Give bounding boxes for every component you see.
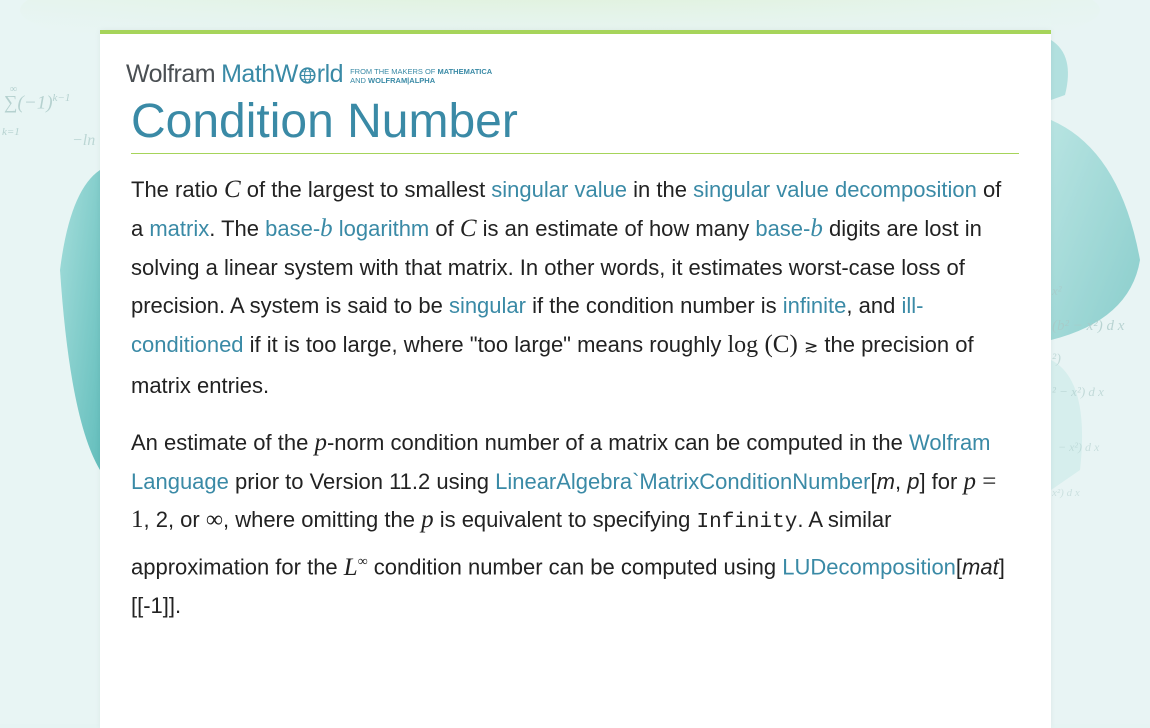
link-base[interactable]: base-b xyxy=(265,214,333,242)
bg-sum-bottom: k=1 xyxy=(2,126,20,138)
page-title: Condition Number xyxy=(131,95,518,148)
link-base-2[interactable]: base-b xyxy=(755,214,823,242)
math-p: p xyxy=(421,506,434,534)
article-body xyxy=(131,171,1019,644)
bg-ln: −ln xyxy=(72,132,96,149)
math-p: p xyxy=(314,428,327,456)
math-C: C xyxy=(223,176,241,203)
link-matrix[interactable]: matrix xyxy=(149,215,210,241)
link-infinite[interactable]: infinite xyxy=(782,293,847,319)
logo-tagline: FROM THE MAKERS OF MATHEMATICA AND WOLFRAM|ALPHA xyxy=(350,67,493,85)
math-C: C xyxy=(459,214,477,242)
link-singular[interactable]: singular xyxy=(448,293,526,319)
logo-mathworld-text: MathW rld xyxy=(221,60,344,88)
article-card xyxy=(100,30,1051,728)
title-divider xyxy=(131,153,1019,154)
link-ill-conditioned[interactable]: ill-conditioned xyxy=(131,293,924,358)
mathworld-logo[interactable] xyxy=(126,60,492,88)
bg-dx-4: − x²) d x xyxy=(1058,440,1100,454)
link-lu-decomposition[interactable]: LUDecomposition xyxy=(782,554,956,580)
bg-x2: x² xyxy=(1052,283,1062,298)
math-infinity: ∞ xyxy=(205,507,223,534)
bg-dx-3: ² − x²) d x xyxy=(1052,384,1104,399)
bg-sum-formula: $\sum(-1)^{k-1}$ xyxy=(4,92,71,114)
math-log-C: log (C) ≳ xyxy=(727,331,819,359)
math-L-infinity: L∞ xyxy=(343,553,368,581)
code-infinity: Infinity xyxy=(696,511,798,535)
link-singular-value-decomposition[interactable]: singular value decomposition xyxy=(693,177,977,202)
paragraph-2: An estimate of the p-norm condition number of a matrix can be computed in the Wolfram Language prior to Version 11.2 using LinearAlgebra`MatrixConditionNumber[m, p] for p = 1, 2, or ∞, where omitting the p is equivalent to specifying Infinity. A similar approximation for the L∞ condition number can be computed using LUDecomposition[mat][[-1]]. xyxy=(131,428,1005,619)
link-singular-value[interactable]: singular value xyxy=(491,177,628,202)
bg-dx-1: (b² − x²) d x xyxy=(1052,318,1125,334)
logo-wolfram-text: Wolfram xyxy=(126,60,216,88)
bg-sum-top: ∞ xyxy=(10,84,18,95)
math-p-equals-1: p = 1 xyxy=(131,467,997,534)
globe-icon xyxy=(299,67,316,84)
link-wolfram-language[interactable]: Wolfram Language xyxy=(131,429,991,494)
link-logarithm[interactable]: logarithm xyxy=(338,215,430,241)
bg-dx-2: ²) xyxy=(1052,352,1061,367)
link-matrix-condition-number[interactable]: LinearAlgebra`MatrixConditionNumber xyxy=(495,468,871,494)
bg-dx-5: x²) d x xyxy=(1052,487,1080,499)
paragraph-1: The ratio C of the largest to smallest singular value in the singular value decomposition of a matrix. The base-b logarithm of C is an estimate of how many base-b digits are lost in solving a linear system with that matrix. In other words, it estimates worst-case loss of precision. A system is said to be singular if the condition number is infinite, and ill-conditioned if it is too large, where "too large" means roughly log (C) ≳ the precision of matrix entries. xyxy=(131,176,1002,398)
